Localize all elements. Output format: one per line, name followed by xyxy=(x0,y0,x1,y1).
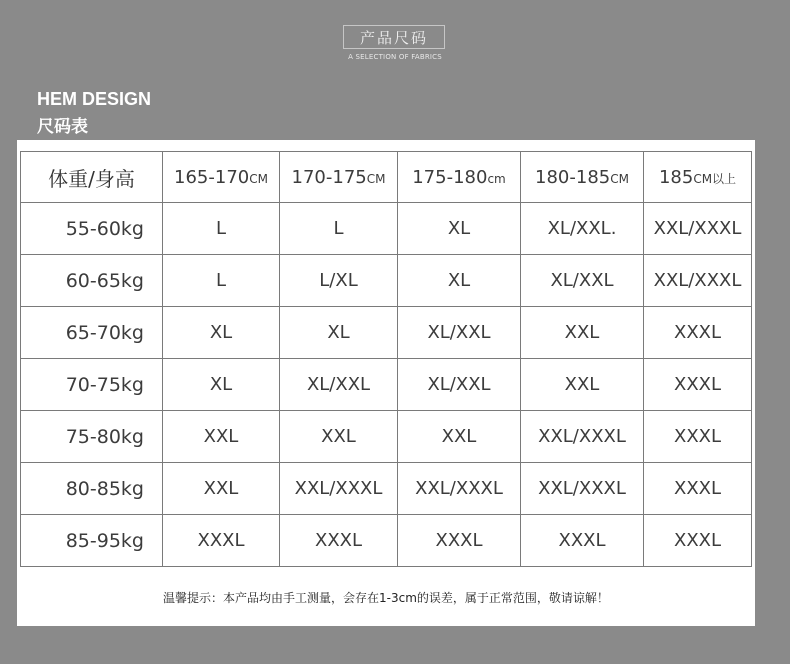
weight-row-header xyxy=(21,411,163,463)
section-subtitle: A SELECTION OF FABRICS xyxy=(348,53,442,61)
size-cell: XL/XXL. xyxy=(521,203,644,255)
height-column-header xyxy=(280,152,398,203)
weight-row-header xyxy=(21,307,163,359)
weight-unit: kg xyxy=(120,269,144,292)
table-row xyxy=(21,359,752,411)
size-cell: XXXL xyxy=(644,515,752,567)
weight-row-header xyxy=(21,203,163,255)
size-cell: XL/XXL xyxy=(280,359,398,411)
size-cell: XXL xyxy=(398,411,521,463)
size-cell: XXL xyxy=(163,463,280,515)
height-range: 175-180 xyxy=(412,166,488,188)
height-unit: cm xyxy=(487,171,506,186)
height-range: 170-175 xyxy=(291,166,367,188)
size-cell: XL xyxy=(398,203,521,255)
size-cell: XXL/XXXL xyxy=(644,203,752,255)
size-chart-title: 尺码表 xyxy=(37,117,88,137)
table-row xyxy=(21,203,752,255)
size-cell: XXL/XXXL xyxy=(644,255,752,307)
size-cell: XXL xyxy=(163,411,280,463)
size-cell: XXL xyxy=(280,411,398,463)
table-row xyxy=(21,515,752,567)
height-range: 165-170 xyxy=(174,166,250,188)
weight-range: 70-75 xyxy=(65,373,121,396)
height-range: 180-185 xyxy=(535,166,611,188)
size-cell: XXL xyxy=(521,359,644,411)
section-label: 产品尺码 xyxy=(359,28,428,47)
size-cell: XL xyxy=(398,255,521,307)
size-cell: L xyxy=(280,203,398,255)
size-cell: XXXL xyxy=(280,515,398,567)
size-chart-table xyxy=(20,151,752,567)
weight-range: 85-95 xyxy=(65,529,121,552)
weight-unit: kg xyxy=(120,477,144,500)
size-cell: XXXL xyxy=(644,307,752,359)
weight-unit: kg xyxy=(120,529,144,552)
table-row xyxy=(21,255,752,307)
section-label-box xyxy=(343,25,445,49)
size-cell: XL/XXL xyxy=(521,255,644,307)
weight-range: 55-60 xyxy=(65,217,121,240)
size-cell: XXXL xyxy=(644,411,752,463)
weight-row-header xyxy=(21,463,163,515)
size-cell: XXXL xyxy=(521,515,644,567)
weight-range: 80-85 xyxy=(65,477,121,500)
size-cell: XXL/XXXL xyxy=(280,463,398,515)
weight-unit: kg xyxy=(120,217,144,240)
weight-row-header xyxy=(21,255,163,307)
size-cell: XXL/XXXL xyxy=(398,463,521,515)
height-unit: CM xyxy=(249,171,268,186)
size-cell: L xyxy=(163,255,280,307)
height-column-header xyxy=(398,152,521,203)
size-cell: XXXL xyxy=(163,515,280,567)
table-row xyxy=(21,411,752,463)
height-column-header xyxy=(644,152,752,203)
size-cell: XXL/XXXL xyxy=(521,411,644,463)
measurement-note: 温馨提示：本产品均由手工测量，会存在1-3cm的误差，属于正常范围，敬请谅解！ xyxy=(163,591,609,605)
size-cell: XXL/XXXL xyxy=(521,463,644,515)
weight-row-header xyxy=(21,515,163,567)
size-cell: L xyxy=(163,203,280,255)
header-row xyxy=(21,152,752,203)
weight-range: 65-70 xyxy=(65,321,121,344)
size-cell: XL/XXL xyxy=(398,307,521,359)
weight-unit: kg xyxy=(120,425,144,448)
size-cell: XXXL xyxy=(644,463,752,515)
size-cell: XXXL xyxy=(398,515,521,567)
weight-height-header: 体重/身高 xyxy=(21,152,163,203)
height-range: 185 xyxy=(658,166,694,188)
height-unit: CM以上 xyxy=(693,171,737,186)
size-cell: XL xyxy=(163,359,280,411)
weight-range: 60-65 xyxy=(65,269,121,292)
size-cell: XL xyxy=(163,307,280,359)
height-column-header xyxy=(521,152,644,203)
weight-unit: kg xyxy=(120,373,144,396)
weight-unit: kg xyxy=(120,321,144,344)
height-column-header xyxy=(163,152,280,203)
hem-design-title: HEM DESIGN xyxy=(37,89,152,109)
table-row xyxy=(21,307,752,359)
size-cell: XL xyxy=(280,307,398,359)
size-cell: L/XL xyxy=(280,255,398,307)
table-row xyxy=(21,463,752,515)
height-unit: CM xyxy=(366,171,386,186)
weight-range: 75-80 xyxy=(65,425,121,448)
size-cell: XXXL xyxy=(644,359,752,411)
size-cell: XL/XXL xyxy=(398,359,521,411)
height-unit: CM xyxy=(610,171,629,186)
size-cell: XXL xyxy=(521,307,644,359)
weight-row-header xyxy=(21,359,163,411)
